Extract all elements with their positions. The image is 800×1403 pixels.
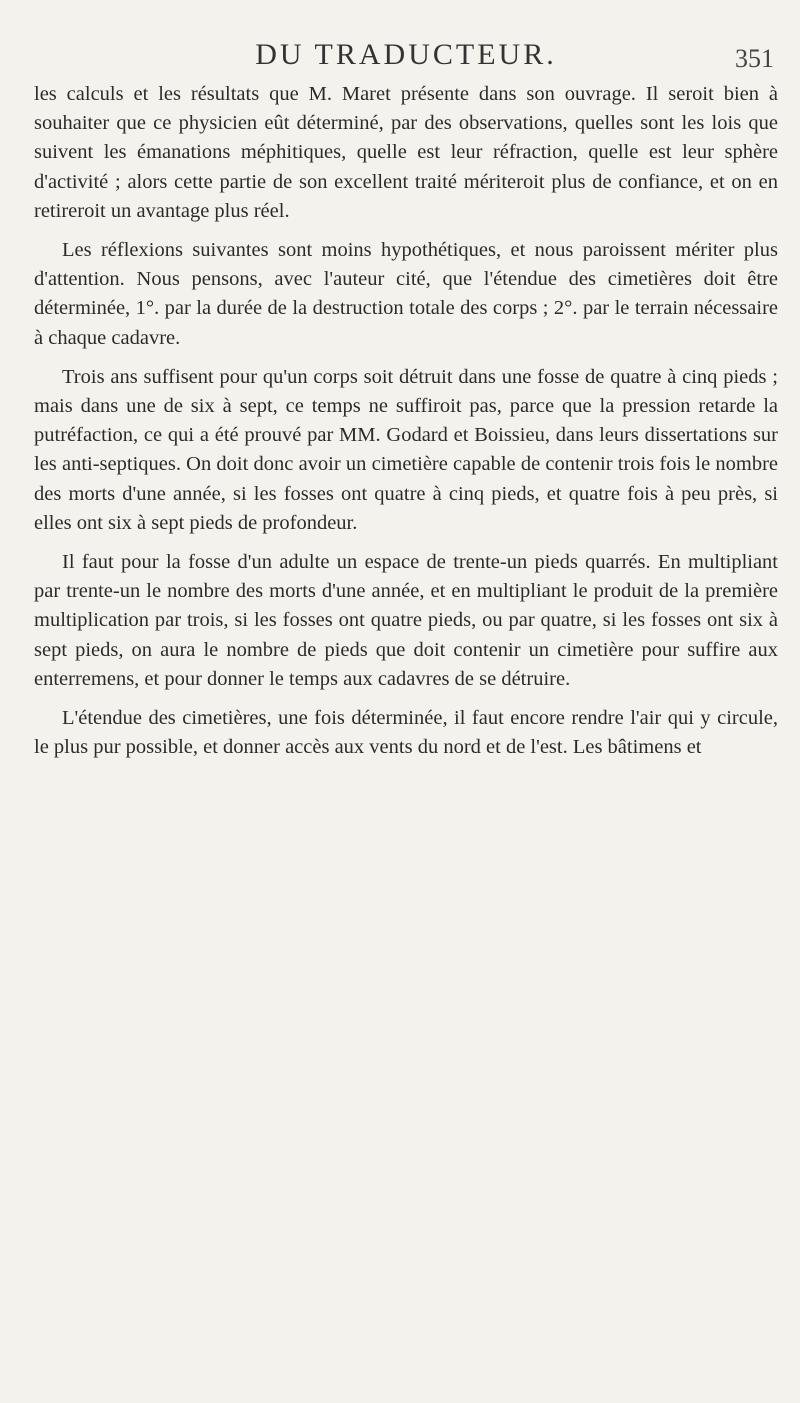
body-text — [34, 80, 778, 762]
paragraph-3: Trois ans suffisent pour qu'un corps soit détruit dans une fosse de quatre à cinq pieds ; mais dans une de six à sept, ce temps ne suffiroit pas, parce que la pression retarde la putréfaction, ce qui a été prouvé par MM. Godard et Boissieu, dans leurs dissertations sur les anti-septiques. On doit donc avoir un cimetière capable de contenir trois fois le nombre des morts d'une année, si les fosses ont quatre à cinq pieds, et quatre fois à peu près, si elles ont six à sept pieds de profondeur. — [34, 365, 778, 534]
page-number: 351 — [735, 44, 774, 73]
running-title: DU TRADUCTEUR. — [255, 38, 557, 71]
paragraph-1: les calculs et les résultats que M. Maret présente dans son ouvrage. Il seroit bien à souhaiter que ce physicien eût déterminé, par des observations, quelles sont les lois que suivent les émanations méphitiques, quelle est leur réfraction, quelle est leur sphère d'activité ; alors cette partie de son excellent traité mériteroit plus de confiance, et on en retireroit un avantage plus réel. — [34, 83, 778, 222]
paragraph-4: Il faut pour la fosse d'un adulte un espace de trente-un pieds quarrés. En multipliant par trente-un le nombre des morts d'une année, et en multipliant le produit de la première multiplication par trois, si les fosses ont quatre pieds, ou par quatre, si les fosses ont six à sept pieds, on aura le nombre de pieds que doit contenir un cimetière pour suffire aux enterremens, et pour donner le temps aux cadavres de se détruire. — [34, 551, 778, 690]
paragraph-5: L'étendue des cimetières, une fois déterminée, il faut encore rendre l'air qui y circule, le plus pur possible, et donner accès aux vents du nord et de l'est. Les bâtimens et — [34, 707, 778, 759]
running-head — [34, 34, 778, 78]
paragraph-2: Les réflexions suivantes sont moins hypothétiques, et nous paroissent mériter plus d'attention. Nous pensons, avec l'auteur cité, que l'étendue des cimetières doit être déterminée, 1°. par la durée de la destruction totale des corps ; 2°. par le terrain nécessaire à chaque cadavre. — [34, 239, 778, 349]
